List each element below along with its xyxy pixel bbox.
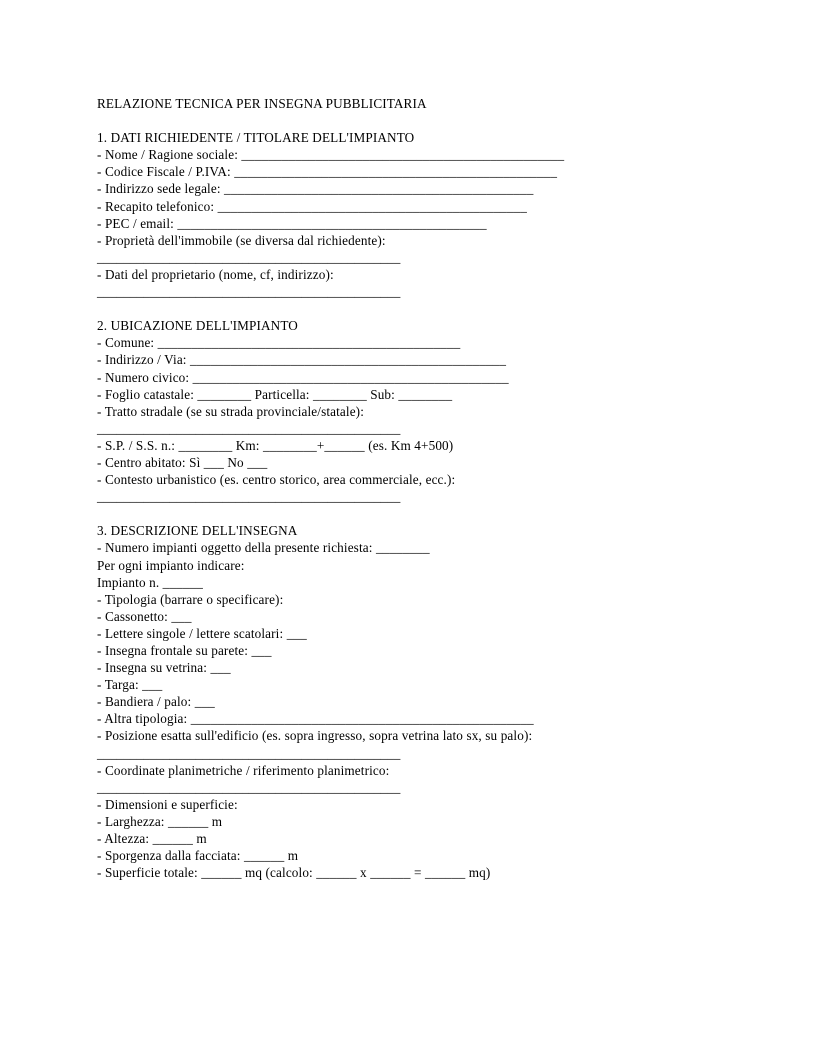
field-lettere-singole-scatolari: - Lettere singole / lettere scatolari: ___ [97, 625, 307, 641]
field-numero-civico: - Numero civico: _______________________________________________ [97, 369, 509, 385]
field-pec-email: - PEC / email: ______________________________________________ [97, 215, 487, 231]
field-coordinate-planimetriche-rule: ______________________________________________ [97, 779, 401, 795]
field-tratto-stradale-rule: ______________________________________________ [97, 420, 401, 436]
note-per-ogni-impianto: Per ogni impianto indicare: [97, 557, 245, 573]
field-altezza: - Altezza: ______ m [97, 831, 207, 847]
field-numero-impianti: - Numero impianti oggetto della presente richiesta: ________ [97, 540, 430, 556]
field-indirizzo-sede-legale: - Indirizzo sede legale: ______________________________________________ [97, 181, 534, 197]
field-impianto-n: Impianto n. ______ [97, 574, 204, 590]
field-dimensioni-superficie-label: - Dimensioni e superficie: [97, 796, 238, 812]
field-coordinate-planimetriche-label: - Coordinate planimetriche / riferimento planimetrico: [97, 762, 390, 778]
field-larghezza: - Larghezza: ______ m [97, 813, 223, 829]
section-heading-3: 3. DESCRIZIONE DELL'INSEGNA [97, 523, 298, 539]
title-spacer [97, 112, 737, 129]
section-heading-1: 1. DATI RICHIEDENTE / TITOLARE DELL'IMPIANTO [97, 130, 415, 146]
field-insegna-su-vetrina: - Insegna su vetrina: ___ [97, 660, 231, 676]
field-foglio-particella-sub: - Foglio catastale: ________ Particella: ________ Sub: ________ [97, 386, 453, 402]
field-tipologia-label: - Tipologia (barrare o specificare): [97, 591, 284, 607]
section-1-spacer [97, 300, 737, 317]
field-comune: - Comune: _____________________________________________ [97, 335, 461, 351]
field-contesto-urbanistico-label: - Contesto urbanistico (es. centro storico, area commerciale, ecc.): [97, 472, 456, 488]
field-targa: - Targa: ___ [97, 677, 163, 693]
document-body [97, 95, 737, 881]
field-altra-tipologia: - Altra tipologia: ___________________________________________________ [97, 711, 534, 727]
page-title: RELAZIONE TECNICA PER INSEGNA PUBBLICITARIA [97, 96, 427, 111]
field-insegna-frontale-parete: - Insegna frontale su parete: ___ [97, 643, 272, 658]
field-dati-proprietario-label: - Dati del proprietario (nome, cf, indirizzo): [97, 266, 334, 282]
field-contesto-urbanistico-rule: ______________________________________________ [97, 489, 401, 505]
section-heading-2: 2. UBICAZIONE DELL'IMPIANTO [97, 318, 298, 334]
field-dati-proprietario-rule: ______________________________________________ [97, 284, 401, 300]
field-posizione-esatta-rule: ______________________________________________ [97, 745, 401, 761]
field-indirizzo-via: - Indirizzo / Via: _______________________________________________ [97, 352, 507, 368]
field-recapito-telefonico: - Recapito telefonico: ______________________________________________ [97, 198, 527, 214]
field-proprieta-immobile-label: - Proprietà dell'immobile (se diversa dal richiedente): [97, 232, 386, 248]
field-superficie-totale: - Superficie totale: ______ mq (calcolo: ______ x ______ = ______ mq) [97, 865, 491, 881]
field-tratto-stradale-label: - Tratto stradale (se su strada provinciale/statale): [97, 403, 365, 419]
field-proprieta-immobile-rule: ______________________________________________ [97, 249, 401, 265]
field-codice-fiscale-piva: - Codice Fiscale / P.IVA: ________________________________________________ [97, 164, 558, 180]
section-2-spacer [97, 505, 737, 522]
field-posizione-esatta-label: - Posizione esatta sull'edificio (es. sopra ingresso, sopra vetrina lato sx, su palo): [97, 728, 533, 744]
field-sp-ss-km: - S.P. / S.S. n.: ________ Km: ________+______ (es. Km 4+500) [97, 437, 454, 453]
field-sporgenza-facciata: - Sporgenza dalla facciata: ______ m [97, 848, 299, 864]
field-centro-abitato: - Centro abitato: Sì ___ No ___ [97, 454, 268, 470]
field-bandiera-palo: - Bandiera / palo: ___ [97, 694, 215, 710]
field-cassonetto: - Cassonetto: ___ [97, 608, 192, 624]
field-nome-ragione-sociale: - Nome / Ragione sociale: ________________________________________________ [97, 147, 565, 163]
